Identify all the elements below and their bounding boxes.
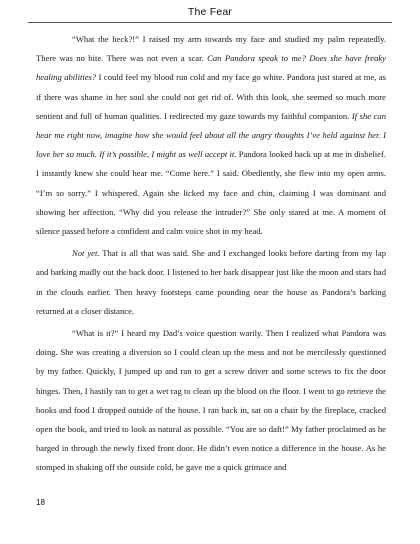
paragraph-3: [36, 324, 386, 478]
paragraph-1: [36, 30, 386, 241]
body-text: [36, 30, 386, 478]
paragraph-2: [36, 244, 386, 321]
text-span: “What is it?” I heard my Dad’s voice question warily. Then I realized what Pandora was doing. She was creating a diversion so I could clean up the mess and not be mercilessly questioned by my father. Quickly, I jumped up and ran to get a screw driver and some screws to fix the door hinges. Then, I hastily ran to get a wet rag to clean up the blood on the floor. I went to go retrieve the books and food I dropped outside of the house. I ran back in, sat on a chair by the fireplace, cracked open the book, and tried to look as natural as possible. “You are so daft!” My father proclaimed as he barged in through the newly fixed front door. He didn’t even notice a difference in the house. As he stomped in shaking off the outside cold, he gave me a quick grimace and: [36, 328, 386, 473]
text-span: “What the heck?!” I raised my arm towards my face and studied my palm repeatedly. There was no bite. There was not even a scar.: [36, 34, 386, 64]
italic-thought: Can Pandora speak to me? Does she have freaky healing abilities?: [36, 53, 386, 83]
header-divider: [28, 22, 392, 23]
page-number: 18: [36, 498, 45, 507]
running-header-title: The Fear: [187, 6, 233, 18]
text-span: I could feel my blood run cold and my face go white. Pandora just stared at me, as if there was shame in her soul she could not get rid of. With this look, she seemed so much more sentient and full of human qualities. I redirected my gaze towards my faithful companion.: [36, 72, 386, 121]
text-span: Pandora looked back up at me in disbelief. I instantly knew she could hear me. “Come here.” I said. Obediently, she flew into my open arms. “I’m so sorry.” I whispered. Again she licked my face and chin, claiming I was dominant and showing her affection. “Why did you release the intruder?” She only stared at me. A moment of silence passed before a confident and calm voice shot in my head.: [36, 149, 386, 237]
text-span: That is all that was said. She and I exchanged looks before darting from my lap and barking madly out the back door. I listened to her bark disappear just like the moon and stars had in the clouds earlier. Then heavy footsteps came pounding near the house as Pandora’s barking returned at a closer distance.: [36, 248, 386, 316]
italic-thought: If she can hear me right now, imagine how she would feel about all the angry thoughts I’ve held against her. I love her so much. If it’s possible, I might as well accept it.: [36, 110, 386, 160]
italic-thought: Not yet.: [72, 248, 100, 259]
